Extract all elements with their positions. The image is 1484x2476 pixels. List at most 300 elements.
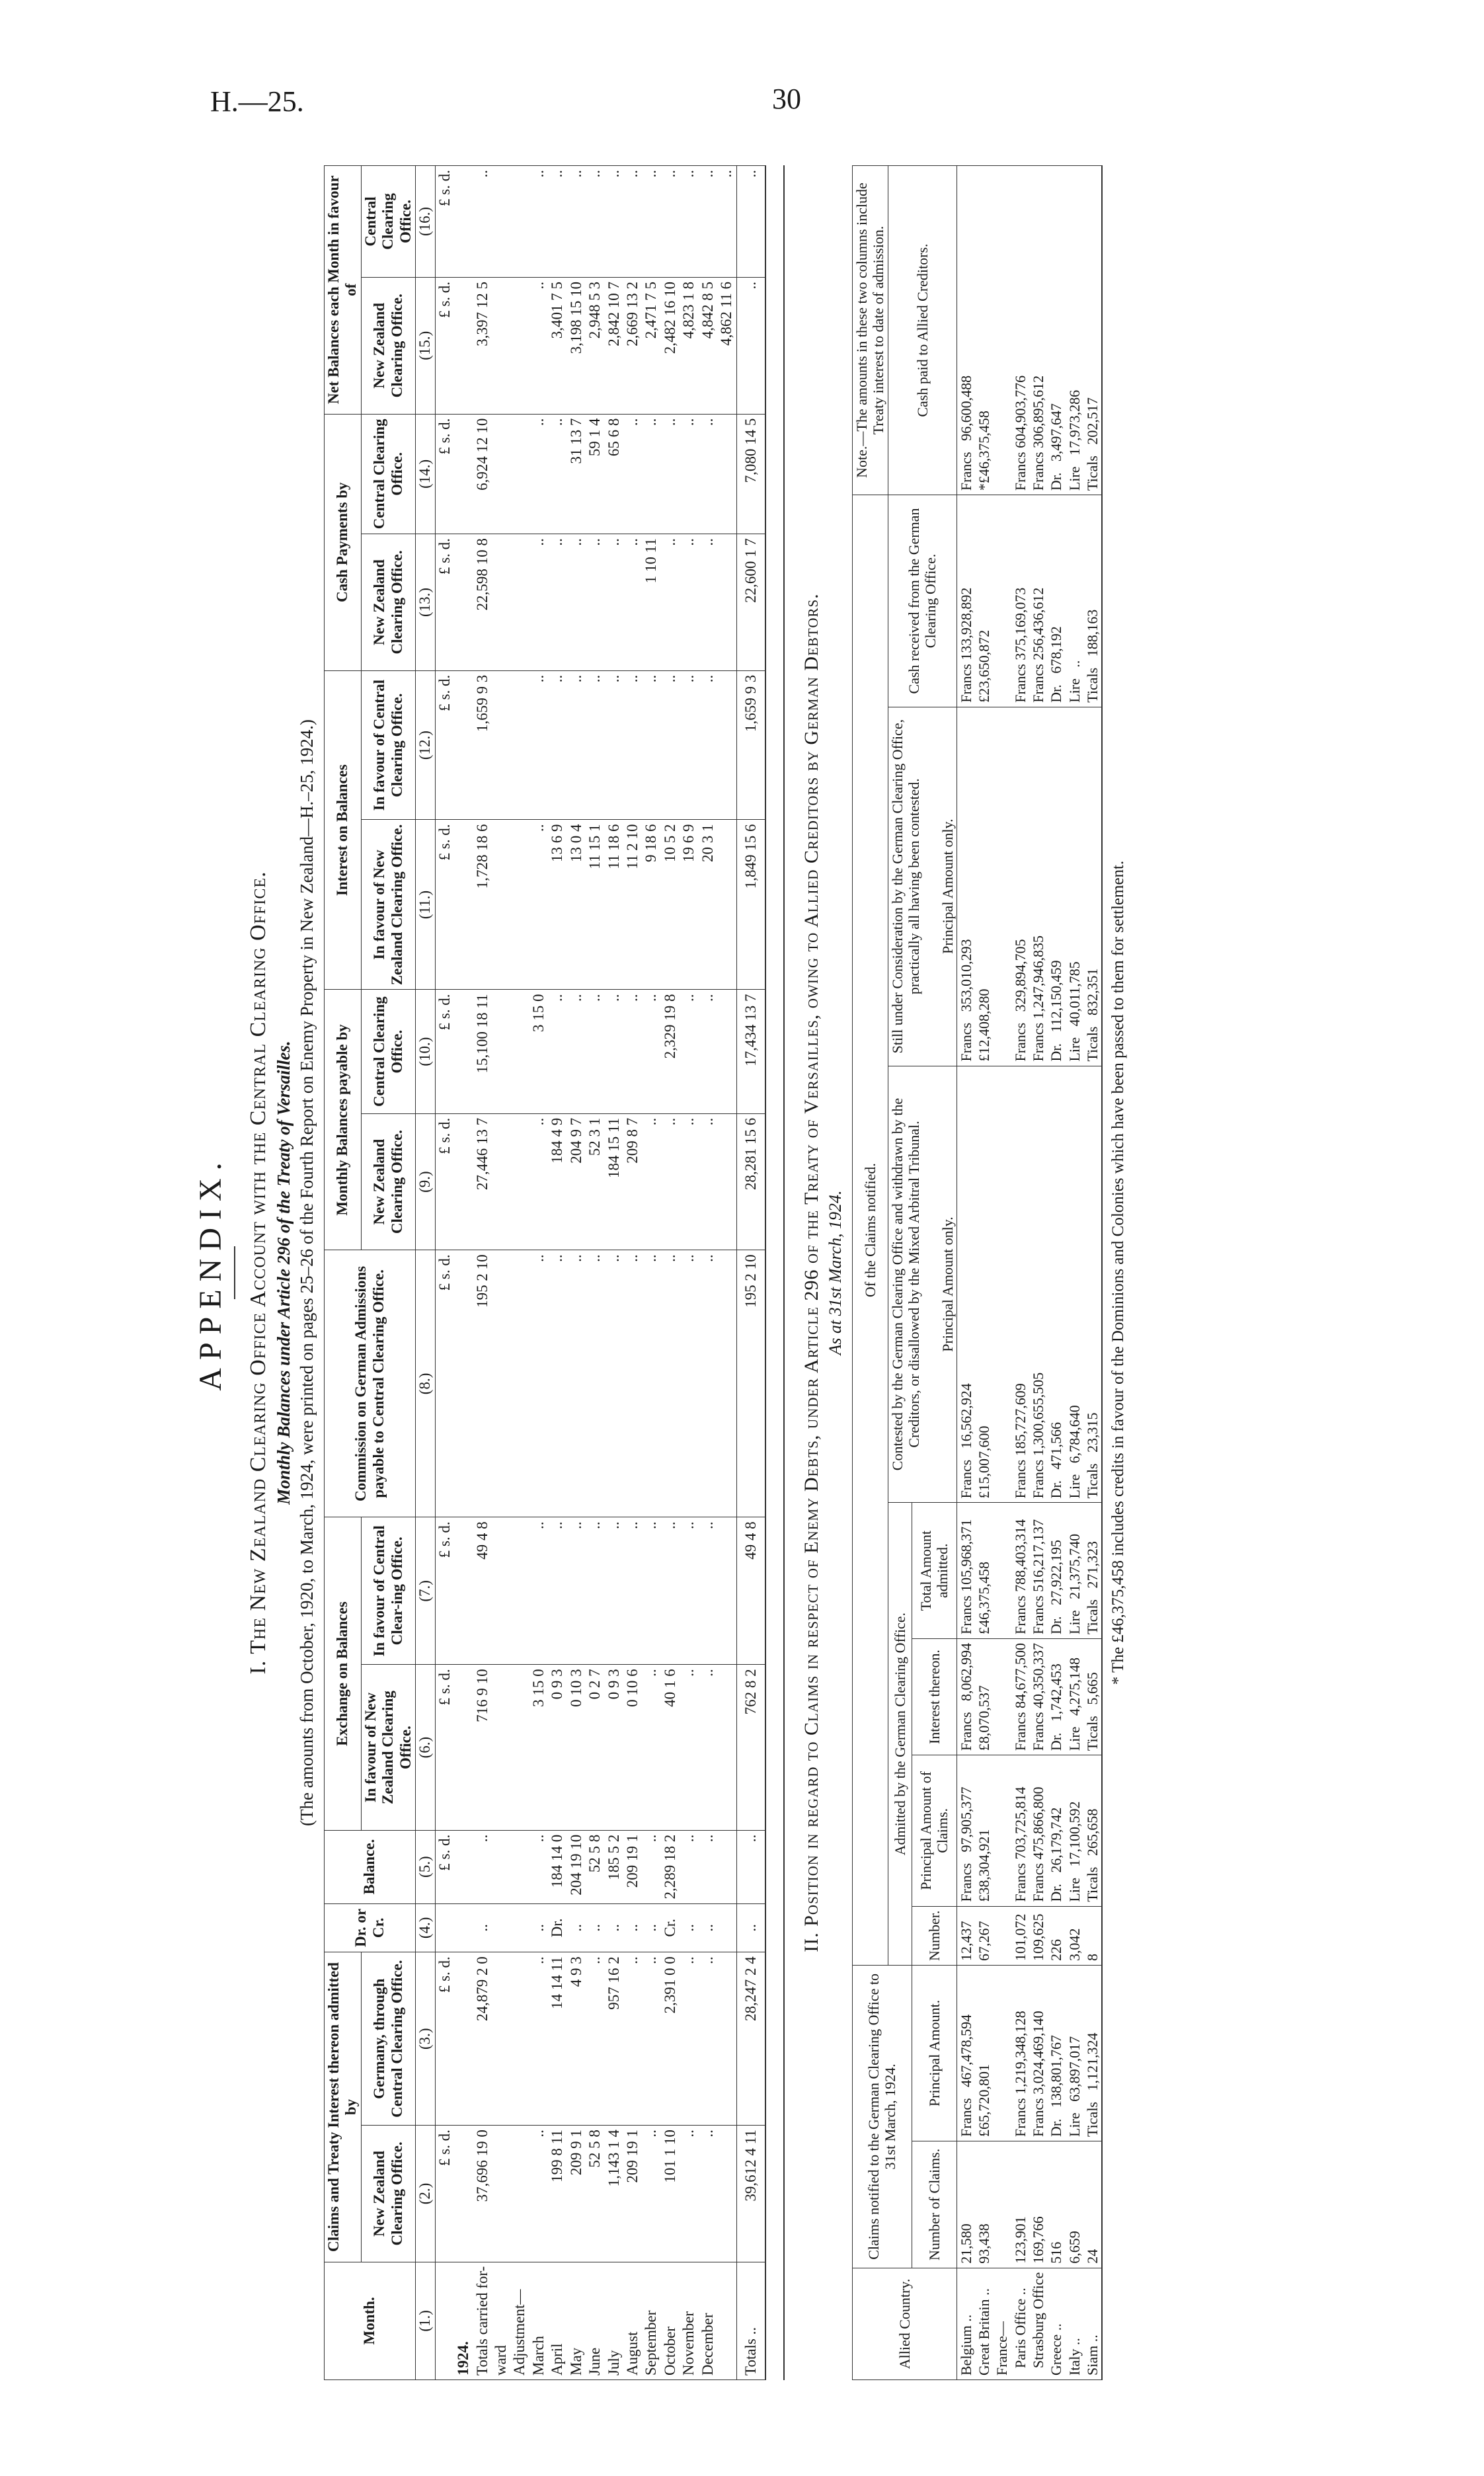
table-cell: .. bbox=[642, 1250, 660, 1517]
table-cell: .. bbox=[605, 1903, 623, 1952]
table-cell: .. bbox=[548, 166, 566, 278]
totals-cell: 17,434 13 7 bbox=[736, 990, 765, 1113]
column-number: (14.) bbox=[416, 414, 435, 534]
totals-cell: 22,600 1 7 bbox=[736, 534, 765, 671]
table-cell: .. bbox=[642, 1952, 660, 2126]
table-cell bbox=[510, 1517, 529, 1665]
header-total-admitted: Total Amount admitted. bbox=[912, 1503, 957, 1639]
header-net-nz: New Zealand Clearing Office. bbox=[361, 277, 415, 414]
table-cell: Ticals 832,351 bbox=[1083, 707, 1102, 1066]
table-cell: .. bbox=[699, 1517, 717, 1665]
table-cell: Ticals 202,517 bbox=[1083, 166, 1102, 495]
table1-title: I. The New Zealand Clearing Office Account with the Central Clearing Office. bbox=[246, 871, 270, 1675]
header-principal-amount: Principal Amount. bbox=[912, 1966, 957, 2141]
rotated-page-content bbox=[187, 165, 1397, 2380]
unit-label: £ s. d. bbox=[435, 1830, 454, 1903]
table-cell: 123,901 bbox=[1011, 2141, 1029, 2268]
table-cell: .. bbox=[567, 1250, 586, 1517]
column-number: (9.) bbox=[416, 1113, 435, 1250]
table-cell: .. bbox=[529, 1113, 548, 1250]
table-cell: Francs 516,217,137 bbox=[1029, 1503, 1047, 1639]
header-nz-office: New Zealand Clearing Office. bbox=[361, 2126, 415, 2262]
table-cell: .. bbox=[680, 670, 698, 820]
country-cell: Strasburg Office bbox=[1029, 2268, 1047, 2379]
table-row bbox=[642, 166, 660, 2380]
header-cash-group: Cash Payments by bbox=[325, 414, 362, 670]
table-cell bbox=[492, 166, 510, 278]
table-cell: 6,924 12 10 bbox=[473, 414, 492, 534]
totals-cell: 7,080 14 5 bbox=[736, 414, 765, 534]
table-cell: .. bbox=[623, 1250, 642, 1517]
header-interest-fav-nz: In favour of New Zealand Clearing Office. bbox=[361, 820, 415, 990]
table-cell: Dr. 27,922,195 bbox=[1047, 1503, 1065, 1639]
table-cell: Lire 17,100,592 bbox=[1066, 1755, 1083, 1906]
table1-body bbox=[435, 166, 765, 2380]
unit-label: £ s. d. bbox=[435, 1113, 454, 1250]
table-cell: 52 3 1 bbox=[586, 1113, 604, 1250]
table-cell: 59 1 4 bbox=[586, 414, 604, 534]
table-cell: .. bbox=[473, 1830, 492, 1903]
table-cell bbox=[993, 1503, 1011, 1639]
table-cell: .. bbox=[529, 1517, 548, 1665]
table-cell: 20 3 1 bbox=[699, 820, 717, 990]
table-cell bbox=[717, 670, 736, 820]
table-row bbox=[993, 166, 1011, 2380]
table-cell bbox=[454, 1250, 473, 1517]
table-cell bbox=[717, 534, 736, 671]
table-cell: .. bbox=[548, 414, 566, 534]
table-cell: 4,823 1 8 bbox=[680, 277, 698, 414]
table-cell bbox=[492, 1952, 510, 2126]
table-cell: .. bbox=[529, 670, 548, 820]
page-number: 30 bbox=[772, 83, 801, 115]
table-cell: Francs 475,866,800 bbox=[1029, 1755, 1047, 1906]
table-cell: 184 4 9 bbox=[548, 1113, 566, 1250]
table-cell: .. bbox=[680, 2126, 698, 2262]
table-cell: 2,948 5 3 bbox=[586, 277, 604, 414]
document-reference: H.—25. bbox=[210, 85, 304, 118]
table-cell: 0 9 3 bbox=[548, 1665, 566, 1830]
table-cell: £15,007,600 bbox=[975, 1066, 993, 1503]
table-cell: £38,304,921 bbox=[975, 1755, 993, 1906]
table-cell: 21,580 bbox=[957, 2141, 975, 2268]
table-cell: 109,625 bbox=[1029, 1906, 1047, 1965]
table-cell: .. bbox=[680, 1113, 698, 1250]
table-row bbox=[680, 166, 698, 2380]
header-net-central: Central Clearing Office. bbox=[361, 166, 415, 278]
column-number-row bbox=[416, 166, 435, 2380]
table-cell bbox=[510, 1250, 529, 1517]
header-net-group: Net Balances each Month in favour of bbox=[325, 166, 362, 415]
table-cell: Dr. 138,801,767 bbox=[1047, 1966, 1065, 2141]
header-allied-country: Allied Country. bbox=[853, 2268, 957, 2379]
table-cell: 185 5 2 bbox=[605, 1830, 623, 1903]
table-cell: 4,862 11 6 bbox=[717, 277, 736, 414]
table-row bbox=[548, 166, 566, 2380]
month-cell: Totals carried for- bbox=[473, 2262, 492, 2379]
table-cell bbox=[454, 1830, 473, 1903]
table-cell bbox=[717, 414, 736, 534]
month-cell: June bbox=[586, 2262, 604, 2379]
table-cell: Dr. 26,179,742 bbox=[1047, 1755, 1065, 1906]
table-cell: 184 14 0 bbox=[548, 1830, 566, 1903]
table-cell: Francs 375,169,073 bbox=[1011, 495, 1029, 707]
table-cell: .. bbox=[699, 1903, 717, 1952]
table-cell: .. bbox=[529, 1250, 548, 1517]
table-cell: .. bbox=[586, 1250, 604, 1517]
table-cell: Dr. 1,742,453 bbox=[1047, 1638, 1065, 1755]
table-cell: 184 15 11 bbox=[605, 1113, 623, 1250]
table-cell bbox=[717, 2126, 736, 2262]
table-cell bbox=[717, 1517, 736, 1665]
month-cell: 1924. bbox=[454, 2262, 473, 2379]
table-cell: .. bbox=[623, 534, 642, 671]
table-cell: 209 9 1 bbox=[567, 2126, 586, 2262]
column-number: (8.) bbox=[416, 1250, 435, 1517]
section-divider bbox=[783, 165, 785, 2380]
table-cell: .. bbox=[642, 1830, 660, 1903]
table-cell: Francs 256,436,612 bbox=[1029, 495, 1047, 707]
table-cell: Francs 467,478,594 bbox=[957, 1966, 975, 2141]
table-cell: .. bbox=[529, 1830, 548, 1903]
month-cell: November bbox=[680, 2262, 698, 2379]
table-cell: Francs 97,905,377 bbox=[957, 1755, 975, 1906]
table-cell: .. bbox=[529, 2126, 548, 2262]
contested-label: Contested by the German Clearing Office and withdrawn by the Creditors, or disallowed by the Mixed Arbitral Tribunal. bbox=[888, 1098, 922, 1471]
month-cell: Adjustment— bbox=[510, 2262, 529, 2379]
totals-cell: 762 8 2 bbox=[736, 1665, 765, 1830]
header-principal-of-claims: Principal Amount of Claims. bbox=[912, 1755, 957, 1906]
table-cell bbox=[993, 707, 1011, 1066]
table-cell: .. bbox=[661, 534, 680, 671]
table-cell bbox=[717, 1665, 736, 1830]
table-cell bbox=[492, 414, 510, 534]
column-number: (16.) bbox=[416, 166, 435, 278]
header-still-under bbox=[888, 707, 957, 1066]
table-cell: 2,482 16 10 bbox=[661, 277, 680, 414]
table-cell: Francs 353,010,293 bbox=[957, 707, 975, 1066]
table-row bbox=[1011, 166, 1029, 2380]
table-cell bbox=[454, 2126, 473, 2262]
unit-label: £ s. d. bbox=[435, 820, 454, 990]
table-cell: .. bbox=[548, 534, 566, 671]
table-cell bbox=[717, 1250, 736, 1517]
header-commission: Commission on German Admissions payable to Central Clearing Office. bbox=[325, 1250, 416, 1517]
table-cell: 11 15 1 bbox=[586, 820, 604, 990]
unit-label: £ s. d. bbox=[435, 1952, 454, 2126]
table-cell bbox=[492, 2126, 510, 2262]
table-cell: 204 9 7 bbox=[567, 1113, 586, 1250]
country-cell: Great Britain .. bbox=[975, 2268, 993, 2379]
table-cell: Dr. bbox=[548, 1903, 566, 1952]
table-cell: 1,659 9 3 bbox=[473, 670, 492, 820]
table-cell bbox=[454, 1113, 473, 1250]
table-cell bbox=[492, 820, 510, 990]
table-cell bbox=[454, 1665, 473, 1830]
header-monthly-nz: New Zealand Clearing Office. bbox=[361, 1113, 415, 1250]
header-dr-cr: Dr. or Cr. bbox=[325, 1903, 416, 1952]
table-cell bbox=[454, 1517, 473, 1665]
table-cell: Francs 3,024,469,140 bbox=[1029, 1966, 1047, 2141]
table-cell: Francs 105,968,371 bbox=[957, 1503, 975, 1639]
table-cell: Francs 40,350,337 bbox=[1029, 1638, 1047, 1755]
table-cell: .. bbox=[586, 1517, 604, 1665]
table-row bbox=[957, 166, 975, 2380]
unit-label: £ s. d. bbox=[435, 414, 454, 534]
column-number: (6.) bbox=[416, 1665, 435, 1830]
table-cell bbox=[492, 1903, 510, 1952]
table-cell: .. bbox=[699, 1952, 717, 2126]
table-cell: Lire 40,011,785 bbox=[1066, 707, 1083, 1066]
table-cell: .. bbox=[548, 1250, 566, 1517]
table-cell: .. bbox=[661, 414, 680, 534]
table-cell: .. bbox=[642, 166, 660, 278]
table-cell: .. bbox=[586, 166, 604, 278]
table-cell: 52 5 8 bbox=[586, 1830, 604, 1903]
table-cell: 0 2 7 bbox=[586, 1665, 604, 1830]
table-cell bbox=[510, 277, 529, 414]
table-cell: 0 10 3 bbox=[567, 1665, 586, 1830]
table-cell: 169,766 bbox=[1029, 2141, 1047, 2268]
table-cell: 9 18 6 bbox=[642, 820, 660, 990]
table-cell: .. bbox=[699, 1250, 717, 1517]
column-number: (13.) bbox=[416, 534, 435, 671]
month-cell: July bbox=[605, 2262, 623, 2379]
table-cell: .. bbox=[699, 166, 717, 278]
table-cell: .. bbox=[473, 166, 492, 278]
table-cell: .. bbox=[699, 1113, 717, 1250]
table-cell bbox=[717, 990, 736, 1113]
header-exchange-fav-central: In favour of Central Clear-ing Office. bbox=[361, 1517, 415, 1665]
table-row bbox=[454, 166, 473, 2380]
table-cell: 52 5 8 bbox=[586, 2126, 604, 2262]
table-cell: 2,391 0 0 bbox=[661, 1952, 680, 2126]
unit-label: £ s. d. bbox=[435, 166, 454, 278]
table-cell bbox=[510, 1952, 529, 2126]
header-cash-nz: New Zealand Clearing Office. bbox=[361, 534, 415, 671]
enemy-debts-claims-table bbox=[852, 165, 1103, 2380]
table-cell: 4 9 3 bbox=[567, 1952, 586, 2126]
table-cell: .. bbox=[642, 1665, 660, 1830]
table-cell: .. bbox=[473, 1903, 492, 1952]
unit-label: £ s. d. bbox=[435, 990, 454, 1113]
table-cell: 516 bbox=[1047, 2141, 1065, 2268]
table-cell: .. bbox=[717, 166, 736, 278]
table-cell: Francs 8,062,994 bbox=[957, 1638, 975, 1755]
table-cell: .. bbox=[623, 166, 642, 278]
table-cell: .. bbox=[605, 1517, 623, 1665]
table-cell: 1,728 18 6 bbox=[473, 820, 492, 990]
header-monthly-group: Monthly Balances payable by bbox=[325, 990, 362, 1250]
table-cell: 209 19 1 bbox=[623, 1830, 642, 1903]
month-cell: December bbox=[699, 2262, 717, 2379]
table-cell: Francs 185,727,609 bbox=[1011, 1066, 1029, 1503]
table-cell: .. bbox=[567, 990, 586, 1113]
unit-label bbox=[435, 2262, 454, 2379]
table-cell: 209 19 1 bbox=[623, 2126, 642, 2262]
table-cell: 22,598 10 8 bbox=[473, 534, 492, 671]
table-cell: Ticals 23,315 bbox=[1083, 1066, 1102, 1503]
table-cell bbox=[454, 277, 473, 414]
table-cell: .. bbox=[661, 166, 680, 278]
table-cell: .. bbox=[680, 990, 698, 1113]
table-row bbox=[975, 166, 993, 2380]
table-cell bbox=[492, 1250, 510, 1517]
table-cell bbox=[510, 1665, 529, 1830]
month-cell: April bbox=[548, 2262, 566, 2379]
table-cell: 3 15 0 bbox=[529, 1665, 548, 1830]
table-cell: .. bbox=[586, 990, 604, 1113]
table-cell: .. bbox=[567, 1517, 586, 1665]
header-exchange-fav-nz: In favour of New Zealand Clearing Office. bbox=[361, 1665, 415, 1830]
table-cell: .. bbox=[605, 166, 623, 278]
table-cell: 11 2 10 bbox=[623, 820, 642, 990]
table-cell: Francs 133,928,892 bbox=[957, 495, 975, 707]
table-cell bbox=[492, 277, 510, 414]
table-cell: Ticals 5,665 bbox=[1083, 1638, 1102, 1755]
table-cell: Francs 788,403,314 bbox=[1011, 1503, 1029, 1639]
title-rule bbox=[234, 1246, 235, 1299]
table-row bbox=[492, 166, 510, 2380]
table-cell: £46,375,458 bbox=[975, 1503, 993, 1639]
table-cell bbox=[717, 820, 736, 990]
column-number: (4.) bbox=[416, 1903, 435, 1952]
table-cell: Francs 1,219,348,128 bbox=[1011, 1966, 1029, 2141]
unit-label: £ s. d. bbox=[435, 1665, 454, 1830]
table-cell: .. bbox=[586, 1903, 604, 1952]
table-cell: .. bbox=[567, 534, 586, 671]
header-admitted: Admitted by the German Clearing Office. bbox=[888, 1503, 912, 1966]
table-cell: Dr. 112,150,459 bbox=[1047, 707, 1065, 1066]
table-cell: Dr. 3,497,647 bbox=[1047, 166, 1065, 495]
table-cell: .. bbox=[699, 534, 717, 671]
totals-cell: .. bbox=[736, 166, 765, 278]
table-row bbox=[623, 166, 642, 2380]
header-cash-received: Cash received from the German Clearing Office. bbox=[888, 495, 957, 707]
month-cell bbox=[717, 2262, 736, 2379]
table-cell: 93,438 bbox=[975, 2141, 993, 2268]
table-cell: 3,401 7 5 bbox=[548, 277, 566, 414]
table-cell bbox=[492, 1517, 510, 1665]
table-cell: £8,070,537 bbox=[975, 1638, 993, 1755]
column-number: (7.) bbox=[416, 1517, 435, 1665]
table-cell: 10 5 2 bbox=[661, 820, 680, 990]
table-cell: .. bbox=[642, 1113, 660, 1250]
table-cell: .. bbox=[548, 670, 566, 820]
table-cell: .. bbox=[642, 990, 660, 1113]
table-cell: 49 4 8 bbox=[473, 1517, 492, 1665]
table-cell: .. bbox=[605, 1250, 623, 1517]
still-under-label: Still under Consideration by the German Clearing Office, practically all having been contested. bbox=[888, 719, 922, 1054]
table-cell: Francs 96,600,488 bbox=[957, 166, 975, 495]
table-cell: Francs 604,903,776 bbox=[1011, 166, 1029, 495]
table-cell: Francs 84,677,500 bbox=[1011, 1638, 1029, 1755]
header-cash-note: Note.—The amounts in these two columns include Treaty interest to date of admission. bbox=[853, 166, 888, 495]
table-cell: 13 0 4 bbox=[567, 820, 586, 990]
table-cell: 6,659 bbox=[1066, 2141, 1083, 2268]
month-cell: ward bbox=[492, 2262, 510, 2379]
table-cell: 101 1 10 bbox=[661, 2126, 680, 2262]
table-cell bbox=[454, 820, 473, 990]
month-cell: March bbox=[529, 2262, 548, 2379]
table-cell: .. bbox=[680, 1517, 698, 1665]
country-cell: Paris Office .. bbox=[1011, 2268, 1029, 2379]
table-cell: 226 bbox=[1047, 1906, 1065, 1965]
table-cell: 19 6 9 bbox=[680, 820, 698, 990]
header-number-claims: Number of Claims. bbox=[912, 2141, 957, 2268]
table-cell bbox=[510, 1830, 529, 1903]
table-cell: 24 bbox=[1083, 2141, 1102, 2268]
table-cell bbox=[993, 166, 1011, 495]
month-cell: September bbox=[642, 2262, 660, 2379]
table-cell: .. bbox=[661, 1113, 680, 1250]
table-cell: Lire .. bbox=[1066, 495, 1083, 707]
totals-cell: 39,612 4 11 bbox=[736, 2126, 765, 2262]
table-cell: .. bbox=[642, 1903, 660, 1952]
header-claims-notified: Claims notified to the German Clearing Office to 31st March, 1924. bbox=[853, 1966, 912, 2268]
totals-cell: 1,849 15 6 bbox=[736, 820, 765, 990]
table-cell bbox=[510, 414, 529, 534]
contested-sub: Principal Amount only. bbox=[939, 1217, 956, 1352]
table-cell bbox=[993, 495, 1011, 707]
table-cell: .. bbox=[529, 414, 548, 534]
table-cell: Francs 329,894,705 bbox=[1011, 707, 1029, 1066]
column-number: (11.) bbox=[416, 820, 435, 990]
table-cell bbox=[510, 2126, 529, 2262]
table-cell: Ticals 271,323 bbox=[1083, 1503, 1102, 1639]
month-cell: October bbox=[661, 2262, 680, 2379]
table-cell: 13 6 9 bbox=[548, 820, 566, 990]
table-cell: 101,072 bbox=[1011, 1906, 1029, 1965]
table-row bbox=[567, 166, 586, 2380]
table-cell: .. bbox=[605, 534, 623, 671]
table-cell: .. bbox=[680, 1830, 698, 1903]
totals-cell: .. bbox=[736, 1903, 765, 1952]
table-row bbox=[605, 166, 623, 2380]
table-cell: 3,042 bbox=[1066, 1906, 1083, 1965]
table-cell: .. bbox=[642, 670, 660, 820]
table-cell: .. bbox=[529, 277, 548, 414]
table-cell: .. bbox=[605, 670, 623, 820]
country-cell: Italy .. bbox=[1066, 2268, 1083, 2379]
table-cell: 12,437 bbox=[957, 1906, 975, 1965]
table-cell bbox=[993, 2141, 1011, 2268]
table-cell: 14 14 11 bbox=[548, 1952, 566, 2126]
unit-label: £ s. d. bbox=[435, 534, 454, 671]
table-cell: .. bbox=[623, 990, 642, 1113]
table-cell: £23,650,872 bbox=[975, 495, 993, 707]
table-cell: 204 19 10 bbox=[567, 1830, 586, 1903]
table-row bbox=[1029, 166, 1047, 2380]
table1-note: (The amounts from October, 1920, to March, 1924, were printed on pages 25–26 of the Fourth Report on Enemy Property in New Zealand—H.–25, 1924.) bbox=[297, 719, 317, 1827]
table-cell: .. bbox=[623, 1952, 642, 2126]
table-cell: .. bbox=[661, 670, 680, 820]
table-cell: .. bbox=[586, 534, 604, 671]
table-cell: .. bbox=[642, 1517, 660, 1665]
table-cell: .. bbox=[567, 166, 586, 278]
totals-cell: 49 4 8 bbox=[736, 1517, 765, 1665]
table-cell: .. bbox=[680, 1903, 698, 1952]
country-cell: Belgium .. bbox=[957, 2268, 975, 2379]
table-cell: Lire 17,973,286 bbox=[1066, 166, 1083, 495]
month-cell: August bbox=[623, 2262, 642, 2379]
table-cell: Francs 16,562,924 bbox=[957, 1066, 975, 1503]
table-cell bbox=[492, 1113, 510, 1250]
totals-cell: 195 2 10 bbox=[736, 1250, 765, 1517]
totals-cell: 1,659 9 3 bbox=[736, 670, 765, 820]
table-cell: .. bbox=[699, 414, 717, 534]
table-cell: 31 13 7 bbox=[567, 414, 586, 534]
